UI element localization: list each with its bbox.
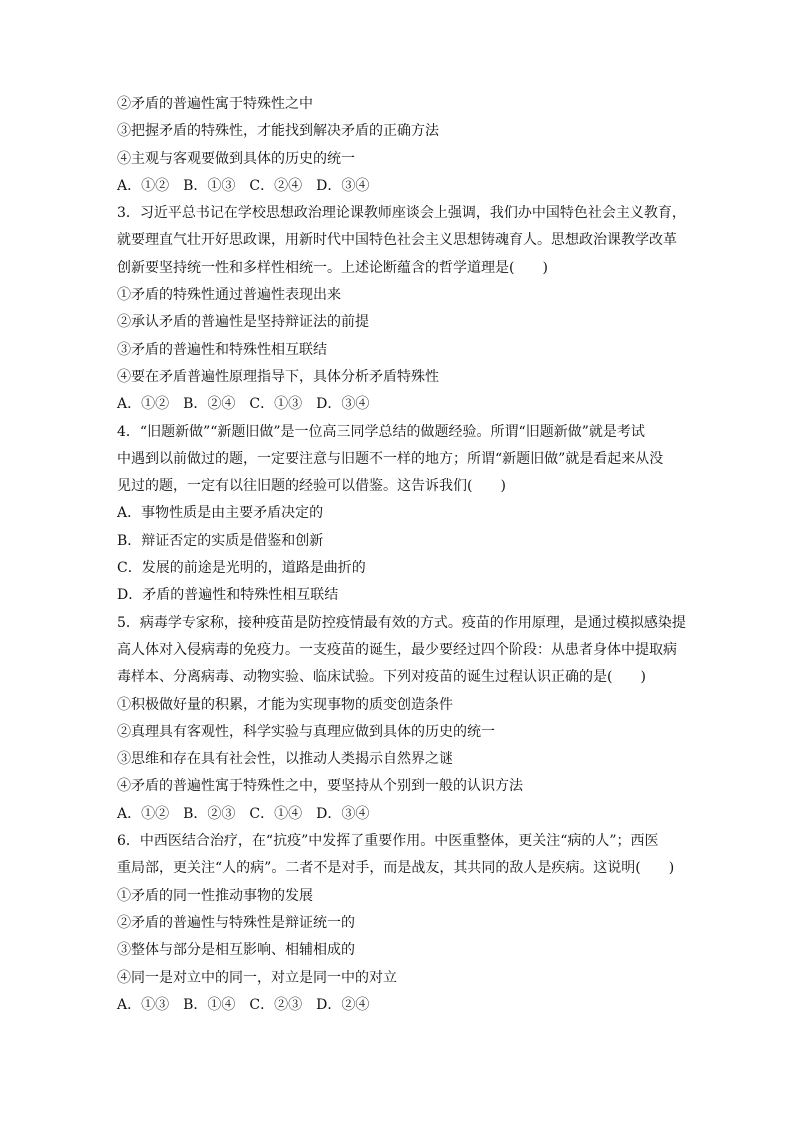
text-line: ③整体与部分是相互影响、相辅相成的 [117, 942, 355, 959]
text-line: ④要在矛盾普遍性原理指导下，具体分析矛盾特殊性 [117, 368, 439, 385]
text-line: 中遇到以前做过的题，一定要注意与旧题不一样的地方；所谓“新题旧做”就是看起来从没 [117, 450, 664, 467]
text-line: 见过的题，一定有以往旧题的经验可以借鉴。这告诉我们( ) [117, 478, 506, 495]
text-line: 毒样本、分离病毒、动物实验、临床试验。下列对疫苗的诞生过程认识正确的是( ) [117, 669, 646, 686]
answer-options-line: A．①② B．②③ C．①④ D．③④ [117, 805, 370, 822]
text-line: ④矛盾的普遍性寓于特殊性之中，要坚持从个别到一般的认识方法 [117, 778, 523, 795]
text-line: ③矛盾的普遍性和特殊性相互联结 [117, 341, 327, 358]
text-line: ②矛盾的普遍性与特殊性是辩证统一的 [117, 914, 355, 931]
text-line: ②矛盾的普遍性寓于特殊性之中 [117, 96, 313, 112]
text-line: ③思维和存在具有社会性，以推动人类揭示自然界之谜 [117, 751, 453, 768]
text-line: ②承认矛盾的普遍性是坚持辩证法的前提 [117, 314, 369, 331]
question-3-stem: 3．习近平总书记在学校思想政治理论课教师座谈会上强调，我们办中国特色社会主义教育， [117, 205, 686, 222]
text-line: ①矛盾的特殊性通过普遍性表现出来 [117, 287, 341, 304]
question-4-stem: 4．“旧题新做”“新题旧做”是一位高三同学总结的做题经验。所谓“旧题新做”就是考试 [117, 423, 645, 440]
question-6-stem: 6．中西医结合治疗，在“抗疫”中发挥了重要作用。中医重整体，更关注“病的人”；西医 [117, 833, 659, 850]
option-d: D．矛盾的普遍性和特殊性相互联结 [117, 587, 339, 604]
text-line: ④主观与客观要做到具体的历史的统一 [117, 150, 355, 167]
text-line: ②真理具有客观性，科学实验与真理应做到具体的历史的统一 [117, 723, 495, 740]
option-b: B．辩证否定的实质是借鉴和创新 [117, 532, 324, 549]
text-line: ①矛盾的同一性推动事物的发展 [117, 887, 313, 904]
answer-options-line: A．①② B．②④ C．①③ D．③④ [117, 396, 370, 413]
question-text-block [117, 91, 686, 1019]
text-line: 创新要坚持统一性和多样性相统一。上述论断蕴含的哲学道理是( ) [117, 259, 548, 276]
text-line: 就要理直气壮开好思政课，用新时代中国特色社会主义思想铸魂育人。思想政治课教学改革 [117, 232, 677, 249]
option-a: A．事物性质是由主要矛盾决定的 [117, 505, 324, 522]
text-line: ④同一是对立中的同一，对立是同一中的对立 [117, 969, 397, 986]
text-line: ①积极做好量的积累，才能为实现事物的质变创造条件 [117, 696, 453, 713]
text-line: ③把握矛盾的特殊性，才能找到解决矛盾的正确方法 [117, 123, 439, 140]
question-5-stem: 5．病毒学专家称，接种疫苗是防控疫情最有效的方式。疫苗的作用原理，是通过模拟感染提 [117, 614, 686, 631]
text-line: 高人体对入侵病毒的免疫力。一支疫苗的诞生，最少要经过四个阶段：从患者身体中提取病 [117, 641, 677, 658]
answer-options-line: A．①③ B．①④ C．②③ D．②④ [117, 996, 370, 1013]
option-c: C．发展的前途是光明的，道路是曲折的 [117, 560, 366, 577]
answer-options-line: A．①② B．①③ C．②④ D．③④ [117, 177, 370, 194]
text-line: 重局部，更关注“人的病”。二者不是对手，而是战友，其共同的敌人是疾病。这说明( ) [117, 860, 675, 877]
